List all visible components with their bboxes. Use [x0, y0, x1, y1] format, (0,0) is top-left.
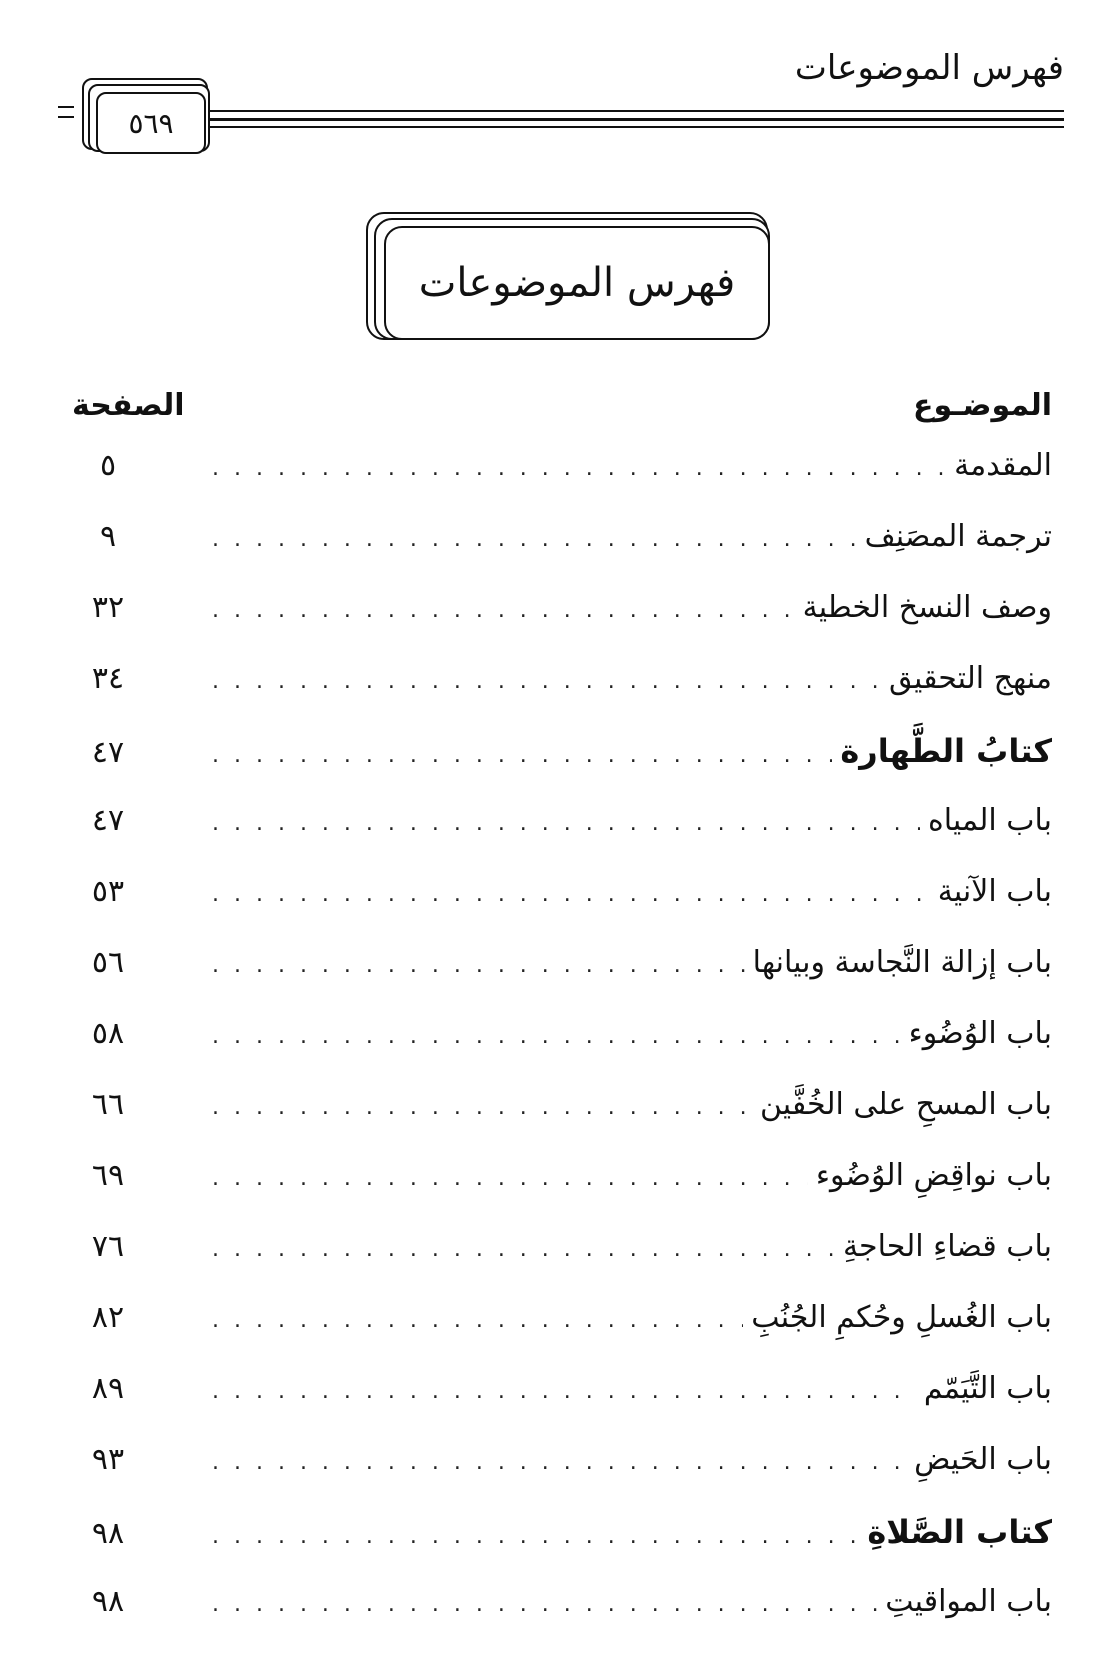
toc-entry — [72, 1016, 1052, 1087]
dot-leader — [212, 1592, 877, 1617]
toc-entry-page: ٥٨ — [91, 1016, 125, 1051]
toc-entry-page: ٧٦ — [91, 1229, 125, 1264]
toc-entry-title: باب المواقيتِ — [885, 1584, 1052, 1619]
toc-entry-title: ترجمة المصَنِف — [864, 519, 1052, 554]
running-title: فهرس الموضوعات — [794, 48, 1064, 88]
toc-entry-page: ٨٩ — [91, 1371, 125, 1406]
dot-leader — [212, 1450, 906, 1475]
toc-entry-title: المقدمة — [954, 448, 1052, 483]
dot-leader — [212, 1166, 808, 1191]
dot-leader — [212, 1024, 901, 1049]
toc-entry-title: باب إزالة النَّجاسة وبيانها — [752, 945, 1052, 980]
toc-entry — [72, 1300, 1052, 1371]
dot-leader — [212, 1308, 743, 1333]
toc-entry-page: ٩٨ — [91, 1516, 125, 1551]
toc-entry-title: باب الآنية — [937, 874, 1052, 909]
toc-entry-page: ٥ — [99, 448, 117, 483]
dot-leader — [212, 743, 832, 768]
toc-entry — [72, 1442, 1052, 1513]
header-rule — [208, 118, 1064, 121]
toc-entry — [72, 874, 1052, 945]
toc-entry-title: وصف النسخ الخطية — [802, 590, 1052, 625]
toc-entry — [72, 1371, 1052, 1442]
header-rule — [208, 126, 1064, 128]
toc-entry-title: باب الغُسلِ وحُكمِ الجُنُبِ — [751, 1300, 1052, 1335]
toc-entry — [72, 1584, 1052, 1655]
toc-entry-title: باب المياه — [928, 803, 1052, 838]
header-equal-mark — [58, 106, 74, 126]
toc-list — [72, 448, 1052, 1655]
toc-entry — [72, 732, 1052, 803]
dot-leader — [212, 669, 881, 694]
toc-entry-title: باب الوُضُوء — [908, 1016, 1052, 1051]
toc-entry — [72, 661, 1052, 732]
dot-leader — [212, 811, 920, 836]
dot-leader — [212, 527, 857, 552]
toc-entry-page: ٥٣ — [91, 874, 125, 909]
dot-leader — [212, 1237, 835, 1262]
toc-entry-page: ٤٧ — [91, 803, 125, 838]
toc-entry-page: ٣٢ — [91, 590, 125, 625]
dot-leader — [212, 1095, 752, 1120]
toc-entry-page: ٥٦ — [91, 945, 125, 980]
toc-entry — [72, 519, 1052, 590]
toc-entry-title: باب المسحِ على الخُفَّين — [759, 1087, 1052, 1122]
toc-entry-page: ٦٦ — [91, 1087, 125, 1122]
dot-leader — [212, 953, 745, 978]
toc-entry — [72, 1087, 1052, 1158]
toc-entry — [72, 945, 1052, 1016]
toc-entry-page: ٤٧ — [91, 735, 125, 770]
toc-entry — [72, 803, 1052, 874]
toc-entry-page: ٣٤ — [91, 661, 125, 696]
toc-entry-title: باب التَّيَمّم — [923, 1371, 1052, 1406]
dot-leader — [212, 598, 795, 623]
toc-entry-title: كتاب الصَّلاةِ — [867, 1513, 1052, 1551]
toc-entry-title: كتابُ الطَّهارة — [840, 732, 1052, 770]
dot-leader — [212, 1524, 859, 1549]
dot-leader — [212, 1379, 916, 1404]
toc-entry-title: باب قضاءِ الحاجةِ — [842, 1229, 1052, 1264]
toc-entry-page: ٩ — [99, 519, 117, 554]
toc-entry — [72, 448, 1052, 519]
toc-entry-page: ٩٨ — [91, 1584, 125, 1619]
toc-entry-page: ٦٩ — [91, 1158, 125, 1193]
toc-entry — [72, 1513, 1052, 1584]
toc-entry — [72, 1158, 1052, 1229]
header-rule — [208, 110, 1064, 112]
toc-entry-title: منهج التحقيق — [889, 661, 1052, 696]
dot-leader — [212, 456, 946, 481]
toc-entry-title: باب الحَيضِ — [914, 1442, 1052, 1477]
toc-entry-title: باب نواقِضِ الوُضُوء — [815, 1158, 1052, 1193]
toc-entry — [72, 590, 1052, 661]
page-title: فهرس الموضوعات — [384, 226, 770, 340]
toc-entry — [72, 1229, 1052, 1300]
toc-entry-page: ٩٣ — [91, 1442, 125, 1477]
column-header-page: الصفحة — [72, 388, 185, 423]
column-header-topic: الموضـوع — [912, 388, 1052, 423]
dot-leader — [212, 882, 930, 907]
toc-entry-page: ٨٢ — [91, 1300, 125, 1335]
page-number: ٥٦٩ — [96, 92, 206, 154]
